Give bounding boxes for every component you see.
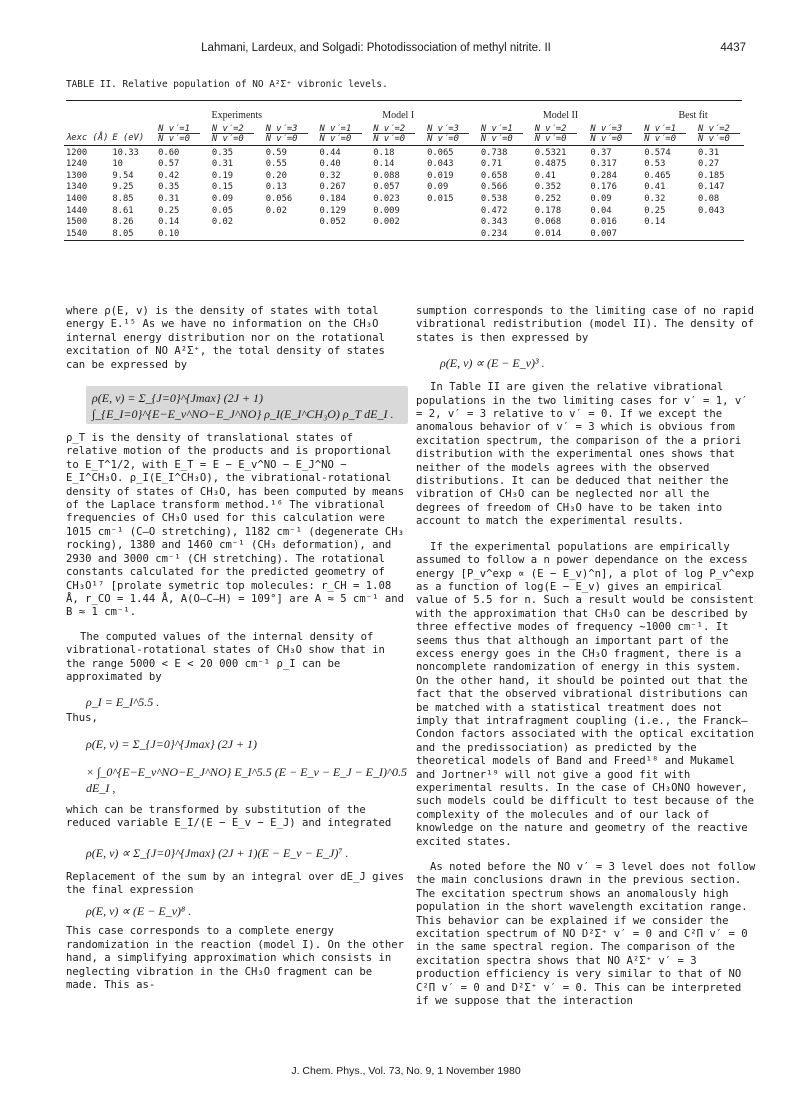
table-cell: 0.052	[319, 217, 346, 228]
table-row	[64, 217, 744, 229]
table-cell: 9.54	[112, 170, 134, 181]
table-cell: 0.32	[644, 193, 666, 204]
table-caption: TABLE II. Relative population of NO A²Σ⁺ vibronic levels.	[66, 79, 388, 90]
ratio-header: N v′=1 N v′=0	[642, 122, 696, 146]
ratio-header: N v′=3 N v′=0	[264, 122, 318, 146]
table-cell: 0.19	[211, 170, 234, 181]
table-cell: 0.31	[698, 147, 720, 158]
table-row	[64, 148, 744, 160]
table-cell	[264, 217, 318, 229]
ratio-header: N v′=3 N v′=0	[588, 122, 642, 146]
equation-rho-integral: × ∫_0^{E−E_v^NO−E_J^NO} E_I^5.5 (E − E_v − E_J − E_I)^0.5 dE_I ,	[86, 764, 408, 795]
table-cell	[264, 229, 318, 241]
table-cell: 0.317	[590, 159, 617, 170]
table-cell: 0.27	[698, 159, 720, 170]
table-cell: 0.043	[427, 159, 454, 170]
table-cell: 0.44	[319, 147, 341, 158]
equation-rho-proportional: ρ(E, v) ∝ Σ_{J=0}^{Jmax} (2J + 1)(E − E_v − E_J)⁷ .	[86, 845, 349, 860]
table-cell: 1240	[66, 159, 88, 170]
table-row	[64, 206, 744, 218]
ratio-header: N v′=1 N v′=0	[479, 122, 533, 146]
table-cell: 0.32	[319, 170, 341, 181]
table-cell: 0.267	[319, 182, 346, 193]
table-cell: 0.007	[590, 228, 617, 239]
table-cell: 0.185	[698, 170, 725, 181]
left-column	[66, 305, 408, 992]
table-cell: 10	[112, 159, 123, 170]
right-column	[416, 305, 756, 1009]
table-cell: 0.14	[644, 217, 666, 228]
table-cell: 0.023	[373, 193, 400, 204]
table-cell: 1340	[66, 182, 88, 193]
paragraph: If the experimental populations are empirically assumed to follow a n power dependance on the excess energy [P_v^exp ∝ (E − E_v)^n], a plot of log P_v^exp as a function of log(E − E_v) gives an empirical value of 5.5 for n. Such a result would be consistent with the approximation that CH₃O can be described by three effective modes of frequency ~1000 cm⁻¹. It seems thus that although an important part of the excess energy goes in the CH₃O fragment, there is a noncomplete randomization of energy in this system. On the other hand, it should be pointed out that the fact that the observed vibrational distributions can be matched with a statistical treatment does not imply that intrafragment coupling (i.e., the Franck–Condon factors associated with the optical excitation and the predissociation) as predicted by the theoretical models of Band and Freed¹⁸ and Mukamel and Jortner¹⁹ will not give a good fit with experimental results. In the case of CH₃ONO however, such models could be difficult to test because of the complexity of the molecules and of our lack of knowledge on the nature and geometry of the reactive excited states.	[416, 540, 755, 848]
table-cell: 0.14	[373, 159, 395, 170]
table-row	[64, 182, 744, 194]
group-model-2: Model II	[542, 110, 579, 121]
table-cell: 0.08	[698, 193, 720, 204]
table-cell: 0.60	[158, 147, 180, 158]
table-cell: 8.85	[112, 193, 134, 204]
table-cell: 0.043	[698, 205, 725, 216]
table-cell: 0.31	[158, 193, 180, 204]
table-cell: 0.019	[427, 170, 454, 181]
table-cell: 0.10	[158, 228, 180, 239]
col-energy: E (eV)	[112, 132, 145, 143]
table-cell: 0.09	[427, 182, 449, 193]
table-cell: 0.25	[644, 205, 666, 216]
paragraph-thus: Thus,	[66, 712, 98, 725]
table-cell: 0.538	[480, 193, 508, 204]
table-cell: 0.14	[158, 217, 180, 228]
table-cell: 0.738	[480, 147, 508, 158]
group-best-fit: Best fit	[678, 110, 708, 121]
ratio-header: N v′=1 N v′=0	[156, 122, 210, 146]
group-experiments: Experiments	[211, 110, 263, 121]
table-cell: 0.284	[590, 170, 617, 181]
table-cell: 0.02	[265, 205, 287, 216]
table-cell: 0.04	[590, 205, 612, 216]
paragraph: The computed values of the internal density of vibrational-rotational states of CH₃O show that in the range 5000 < E < 20 000 cm⁻¹ ρ_I can be approximated by	[66, 630, 385, 683]
table-cell: 0.42	[158, 170, 180, 181]
table-cell: 0.5321	[534, 147, 567, 158]
table-cell: 0.015	[427, 193, 454, 204]
table-cell: 0.088	[373, 170, 400, 181]
table-cell: 0.53	[644, 159, 666, 170]
table-cell: 0.252	[534, 193, 562, 204]
table-cell: 0.056	[265, 193, 293, 204]
table-cell: 0.35	[158, 182, 180, 193]
ratio-header: N v′=2 N v′=0	[210, 122, 264, 146]
equation-density-of-states: ρ(E, v) = Σ_{J=0}^{Jmax} (2J + 1) ∫_{E_I=0}^{E−E_v^NO−E_J^NO} ρ_I(E_I^CH₃O) ρ_T dE_I .	[86, 386, 408, 424]
table-cell: 0.176	[590, 182, 617, 193]
table-cell: 0.15	[211, 182, 234, 193]
table-cell: 0.472	[480, 205, 508, 216]
population-table	[64, 110, 744, 243]
table-cell: 0.178	[534, 205, 562, 216]
table-cell: 0.147	[698, 182, 725, 193]
table-cell: 0.25	[158, 205, 180, 216]
table-cell: 0.574	[644, 147, 671, 158]
equation-rho-i: ρ_I = E_I^5.5 .	[86, 695, 160, 710]
table-cell	[371, 229, 425, 241]
table-cell: 8.05	[112, 228, 134, 239]
table-cell	[696, 229, 744, 241]
col-lambda: λexc (Å)	[66, 132, 109, 143]
table-cell: 0.129	[319, 205, 346, 216]
equation-model-2: ρ(E, v) ∝ (E − E_v)³ .	[440, 356, 545, 371]
table-row	[64, 194, 744, 206]
table-cell: 0.71	[480, 159, 503, 170]
table-cell: 0.57	[158, 159, 180, 170]
table-cell: 0.40	[319, 159, 341, 170]
table-cell: 0.566	[480, 182, 508, 193]
paragraph: where ρ(E, v) is the density of states with total energy E.¹⁵ As we have no information on the CH₃O internal energy distribution nor on the rotational excitation of NO A²Σ⁺, the total density of states can be expressed by	[66, 305, 385, 371]
column-header-row	[64, 122, 744, 146]
table-cell: 0.002	[373, 217, 400, 228]
ratio-header: N v′=2 N v′=0	[533, 122, 589, 146]
running-head	[66, 42, 746, 56]
table-cell: 0.35	[211, 147, 234, 158]
table-cell: 0.02	[211, 217, 234, 228]
table-cell: 0.352	[534, 182, 562, 193]
table-cell: 0.465	[644, 170, 671, 181]
table-cell: 0.234	[480, 228, 508, 239]
group-header-row	[64, 110, 744, 122]
table-cell: 8.61	[112, 205, 134, 216]
paragraph: ρ_T is the density of translational states of relative motion of the products and is proportional to E_T^1/2, with E_T = E − E_v^NO − E_J^NO − E_I^CH₃O. ρ_I(E_I^CH₃O), the vibrational-rotational density of states of CH₃O, has been computed by means of the Laplace transform method.¹⁶ The vibrational frequencies of CH₃O used for this calculation were 1015 cm⁻¹ (C–O stretching), 1182 cm⁻¹ (degenerate CH₃ rocking), 1380 and 1460 cm⁻¹ (CH₃ deformation), and 2930 and 3000 cm⁻¹ (CH stretching). The rotational constants calculated for the predicted geometry of CH₃O¹⁷ [prolate symetric top molecules: r_CH = 1.08 Å, r_CO = 1.44 Å, A(O–C–H) = 109°] are A ≈ 5 cm⁻¹ and B ≈ 1 cm⁻¹.	[66, 432, 405, 619]
table-cell: 0.184	[319, 193, 346, 204]
table-cell: 10.33	[112, 147, 139, 158]
table-cell	[425, 206, 479, 218]
table-cell: 0.59	[265, 147, 287, 158]
table-cell: 0.18	[373, 147, 395, 158]
ratio-header: N v′=1 N v′=0	[318, 122, 372, 146]
equation-final: ρ(E, v) ∝ (E − E_v)⁸ .	[86, 904, 192, 919]
table-cell: 0.55	[265, 159, 287, 170]
table-cell: 0.41	[534, 170, 556, 181]
table-cell: 1300	[66, 170, 88, 181]
equation-rho-sum: ρ(E, v) = Σ_{J=0}^{Jmax} (2J + 1)	[86, 736, 258, 751]
table-cell: 8.26	[112, 217, 134, 228]
table-cell: 0.068	[534, 217, 562, 228]
paragraph: sumption corresponds to the limiting case of no rapid vibrational redistribution (model II). The density of states is then expressed by	[416, 305, 755, 344]
table-cell: 1440	[66, 205, 88, 216]
table-cell: 0.09	[211, 193, 234, 204]
table-cell	[210, 229, 264, 241]
table-cell: 0.009	[373, 205, 400, 216]
table-cell: 9.25	[112, 182, 134, 193]
table-cell: 0.016	[590, 217, 617, 228]
table-top-rule	[66, 100, 742, 101]
table-cell: 0.014	[534, 228, 562, 239]
table-cell: 1400	[66, 193, 88, 204]
table-cell: 0.658	[480, 170, 508, 181]
table-cell: 0.057	[373, 182, 400, 193]
running-title: Lahmani, Lardeux, and Solgadi: Photodissociation of methyl nitrite. II	[201, 42, 551, 54]
page-number: 4437	[720, 42, 746, 54]
table-cell: 0.37	[590, 147, 612, 158]
table-cell: 0.13	[265, 182, 287, 193]
journal-footer: J. Chem. Phys., Vol. 73, No. 9, 1 November 1980	[291, 1065, 521, 1077]
table-cell: 0.09	[590, 193, 612, 204]
table-cell: 0.31	[211, 159, 234, 170]
table-cell	[318, 229, 372, 241]
table-cell	[696, 217, 744, 229]
table-body	[64, 148, 744, 241]
table-row	[64, 171, 744, 183]
table-cell: 0.05	[211, 205, 234, 216]
paragraph: Replacement of the sum by an integral over dE_J gives the final expression	[66, 870, 405, 896]
group-model-1: Model I	[382, 110, 415, 121]
table-cell	[642, 229, 696, 241]
table-cell: 1540	[66, 228, 88, 239]
table-cell: 0.20	[265, 170, 287, 181]
table-cell	[425, 217, 479, 229]
ratio-header: N v′=2 N v′=0	[696, 122, 744, 146]
table-cell: 0.4875	[534, 159, 567, 170]
table-cell: 0.41	[644, 182, 666, 193]
table-cell: 1500	[66, 217, 88, 228]
paragraph: This case corresponds to a complete energy randomization in the reaction (model I). On the other hand, a simplifying approximation which consists in neglecting vibration in the CH₃O fragment can be made. This as-	[66, 925, 405, 991]
table-cell	[425, 229, 479, 241]
table-row	[64, 159, 744, 171]
ratio-header: N v′=2 N v′=0	[371, 122, 425, 146]
table-cell: 0.343	[480, 217, 508, 228]
ratio-header: N v′=3 N v′=0	[425, 122, 479, 146]
paragraph: which can be transformed by substitution of the reduced variable E_I/(E − E_v − E_J) and integrated	[66, 803, 392, 830]
table-row	[64, 229, 744, 241]
table-cell: 1200	[66, 147, 88, 158]
table-cell: 0.065	[427, 147, 454, 158]
paragraph: In Table II are given the relative vibrational populations in the two limiting cases for v′ = 1, v′ = 2, v′ = 3 relative to v′ = 0. If we except the anomalous behavior of v′ = 3 which is obvious from excitation spectrum, the comparison of the a priori distribution with the experimental ones shows that neither of the models agrees with the observed distributions. It can be deduced that neither the vibration of CH₃O can be neglected nor all the degrees of freedom of CH₃O have to be taken into account to match the experimental results.	[416, 381, 748, 528]
paragraph: As noted before the NO v′ = 3 level does not follow the main conclusions drawn in the previous section. The excitation spectrum shows an anomalously high population in the short wavelength excitation range. This behavior can be explained if we consider the excitation spectrum of NO D²Σ⁺ v′ = 0 and C²Π v′ = 0 in the same spectral region. The comparison of the excitation spectra shows that NO A²Σ⁺ v′ = 3 production efficiency is very similar to that of NO C²Π v′ = 0 and D²Σ⁺ v′ = 0. This can be interpreted if we suppose that the interaction	[416, 861, 756, 1008]
